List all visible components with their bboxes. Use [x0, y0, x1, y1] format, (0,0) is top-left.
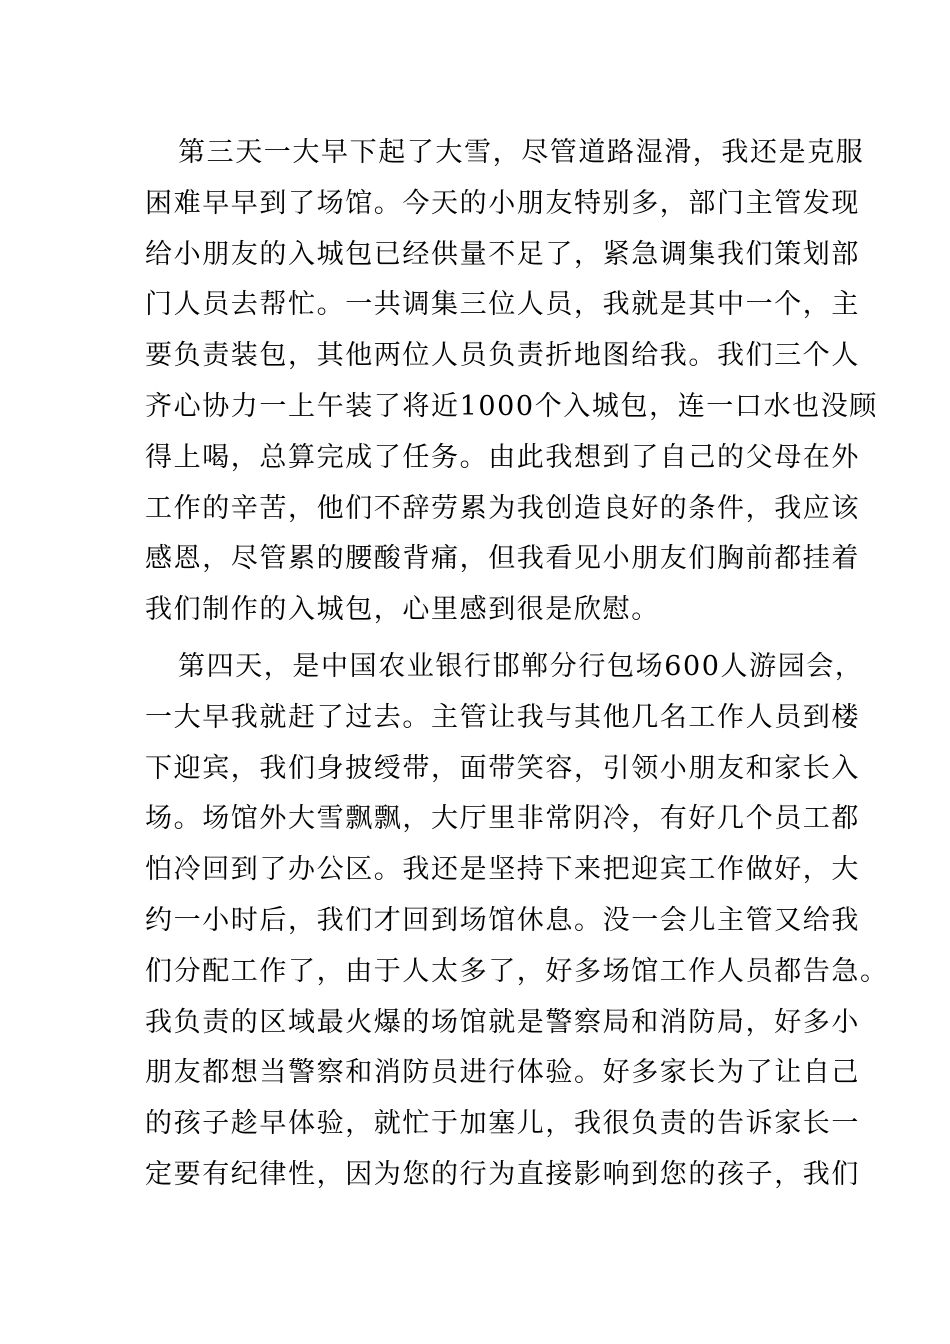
text-line: 约一小时后，我们才回到场馆休息。没一会儿主管又给我: [145, 904, 860, 936]
text-line: 第三天一大早下起了大雪，尽管道路湿滑，我还是克服: [178, 137, 865, 168]
text-line: 得上喝，总算完成了任务。由此我想到了自己的父母在外: [145, 441, 860, 473]
text-line: 怕冷回到了办公区。我还是坚持下来把迎宾工作做好，大: [145, 854, 860, 886]
paragraph-2: [145, 642, 889, 1201]
text-line: 定要有纪律性，因为您的行为直接影响到您的孩子，我们: [145, 1158, 860, 1190]
text-line: 下迎宾，我们身披绶带，面带笑容，引领小朋友和家长入: [145, 752, 860, 784]
text-line: 困难早早到了场馆。今天的小朋友特别多，部门主管发现: [145, 187, 860, 219]
text-line: 一大早我就赶了过去。主管让我与其他几名工作人员到楼: [145, 701, 860, 733]
text-line: 场。场馆外大雪飘飘，大厅里非常阴冷，有好几个员工都: [145, 803, 860, 835]
text-line: 齐心协力一上午装了将近1000个入城包，连一口水也没顾: [145, 390, 878, 422]
document-body: [145, 128, 889, 1201]
text-line: 要负责装包，其他两位人员负责折地图给我。我们三个人: [145, 340, 860, 372]
text-line: 我负责的区域最火爆的场馆就是警察局和消防局，好多小: [145, 1006, 860, 1038]
text-line: 给小朋友的入城包已经供量不足了，紧急调集我们策划部: [145, 238, 860, 270]
paragraph-1: [145, 128, 878, 636]
text-line: 我们制作的入城包，心里感到很是欣慰。: [145, 594, 660, 626]
text-line: 们分配工作了，由于人太多了，好多场馆工作人员都告急。: [145, 955, 889, 987]
text-line: 感恩，尽管累的腰酸背痛，但我看见小朋友们胸前都挂着: [145, 543, 860, 575]
text-line: 工作的辛苦，他们不辞劳累为我创造良好的条件，我应该: [145, 492, 860, 524]
text-line: 朋友都想当警察和消防员进行体验。好多家长为了让自己: [145, 1057, 860, 1089]
text-line: 门人员去帮忙。一共调集三位人员，我就是其中一个，主: [145, 289, 860, 321]
text-line: 的孩子趁早体验，就忙于加塞儿，我很负责的告诉家长一: [145, 1108, 860, 1140]
text-line: 第四天，是中国农业银行邯郸分行包场600人游园会，: [178, 650, 864, 682]
